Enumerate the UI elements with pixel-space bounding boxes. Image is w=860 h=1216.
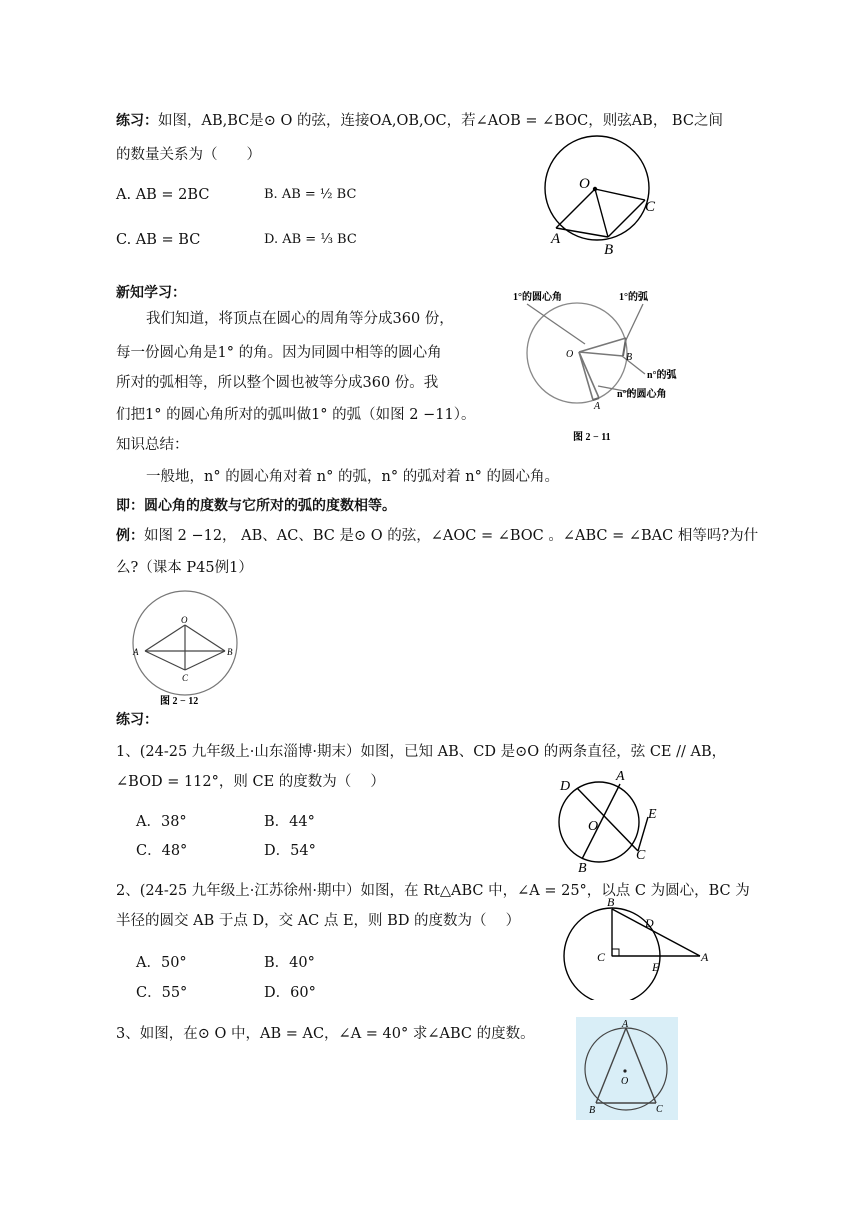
figure-caption: 图 2 − 12 xyxy=(160,696,199,707)
q3-line1: 3、如图，在⊙ O 中，AB = AC，∠A = 40° 求∠ABC 的度数。 xyxy=(116,1026,535,1042)
practice-label: 练习： xyxy=(116,712,158,728)
q1-line1: 1、(24-25 九年级上·山东淄博·期末）如图，已知 AB、CD 是⊙O 的两条直径，弦 CE // AB， xyxy=(116,744,727,760)
label-O: O xyxy=(181,615,188,625)
label-A: A xyxy=(701,950,709,964)
newknowledge-p4: 们把1° 的圆心角所对的弧叫做1° 的弧（如图 2 −11）。 xyxy=(116,407,476,423)
label-E: E xyxy=(648,807,657,822)
label-A: A xyxy=(133,647,139,657)
q2-option-b: B．40° xyxy=(264,955,315,971)
q1-line2: ∠BOD = 112°，则 CE 的度数为（ ） xyxy=(116,774,385,790)
label-B: B xyxy=(589,1105,596,1116)
q1-option-b: B．44° xyxy=(264,814,315,830)
figure-caption: 图 2 − 11 xyxy=(573,432,611,443)
label-A: A xyxy=(551,231,561,247)
q2-option-a: A．50° xyxy=(136,955,187,971)
newknowledge-p2: 每一份圆心角是1° 的角。因为同圆中相等的圆心角 xyxy=(116,345,442,361)
label-A: A xyxy=(616,769,625,784)
rule-bold: 即：圆心角的度数与它所对的弧的度数相等。 xyxy=(116,498,396,514)
example-line1: 例：如图 2 −12， AB、AC、BC 是⊙ O 的弦，∠AOC = ∠BOC 。∠ABC = ∠BAC 相等吗?为什 xyxy=(116,528,759,544)
label-O: O xyxy=(621,1076,629,1087)
exercise1-label: 练习： xyxy=(116,113,158,129)
label-A: A xyxy=(622,1019,629,1030)
tag-1deg-central-angle: 1°的圆心角 xyxy=(513,292,562,303)
tag-1deg-arc: 1°的弧 xyxy=(619,292,648,303)
label-C: C xyxy=(182,673,189,683)
q1-option-a: A．38° xyxy=(136,814,187,830)
figure-2-12 xyxy=(128,580,248,710)
label-O: O xyxy=(588,819,599,834)
exercise1-line2: 的数量关系为（ ） xyxy=(116,147,261,163)
label-C: C xyxy=(656,1104,663,1115)
label-D: D xyxy=(645,916,654,930)
newknowledge-p3: 所对的弧相等，所以整个圆也被等分成360 份。我 xyxy=(116,375,439,391)
q1-option-c: C．48° xyxy=(136,843,188,859)
newknowledge-heading: 新知学习： xyxy=(116,285,186,301)
summary-label: 知识总结： xyxy=(116,437,189,453)
q2-option-d: D．60° xyxy=(264,985,316,1001)
exercise1-option-a: A. AB = 2BC xyxy=(116,187,210,203)
q2-option-c: C．55° xyxy=(136,985,188,1001)
label-D: D xyxy=(560,779,571,794)
label-B: B xyxy=(626,352,633,363)
label-O: O xyxy=(566,349,574,360)
label-C: C xyxy=(636,848,646,863)
q2-line1: 2、(24-25 九年级上·江苏徐州·期中）如图，在 Rt△ABC 中，∠A = 25°，以点 C 为圆心，BC 为 xyxy=(116,883,750,899)
label-B: B xyxy=(604,242,614,258)
exercise1-circle-figure xyxy=(530,130,670,260)
label-E: E xyxy=(652,960,660,974)
label-A: A xyxy=(594,401,601,412)
q3-figure xyxy=(576,1017,678,1120)
q2-line2: 半径的圆交 AB 于点 D，交 AC 点 E，则 BD 的度数为（ ） xyxy=(116,913,521,929)
figure-2-11 xyxy=(505,286,705,446)
exercise1-option-c: C. AB = BC xyxy=(116,232,201,248)
label-O: O xyxy=(579,176,590,192)
q2-figure xyxy=(555,895,715,1000)
example-line2: 么?（课本 P45例1） xyxy=(116,560,253,576)
newknowledge-p1: 我们知道，将顶点在圆心的周角等分成360 份， xyxy=(146,311,454,327)
exercise1-line1: 练习：如图，AB,BC是⊙ O 的弦，连接OA,OB,OC，若∠AOB = ∠BOC，则弦AB， BC之间 xyxy=(116,113,723,129)
exercise1-option-b: B. AB = ½ BC xyxy=(264,187,357,202)
tag-n-arc: n°的弧 xyxy=(647,370,677,381)
label-C: C xyxy=(645,199,656,215)
q1-figure xyxy=(550,760,670,875)
label-B: B xyxy=(227,647,233,657)
label-B: B xyxy=(607,895,615,909)
label-C: C xyxy=(597,950,606,964)
example-label: 例： xyxy=(116,528,144,544)
summary-text: 一般地，n° 的圆心角对着 n° 的弧，n° 的弧对着 n° 的圆心角。 xyxy=(146,469,560,485)
exercise1-option-d: D. AB = ⅓ BC xyxy=(264,232,357,247)
q1-option-d: D．54° xyxy=(264,843,316,859)
label-B: B xyxy=(578,861,587,875)
tag-n-central-angle: n°的圆心角 xyxy=(617,389,667,400)
